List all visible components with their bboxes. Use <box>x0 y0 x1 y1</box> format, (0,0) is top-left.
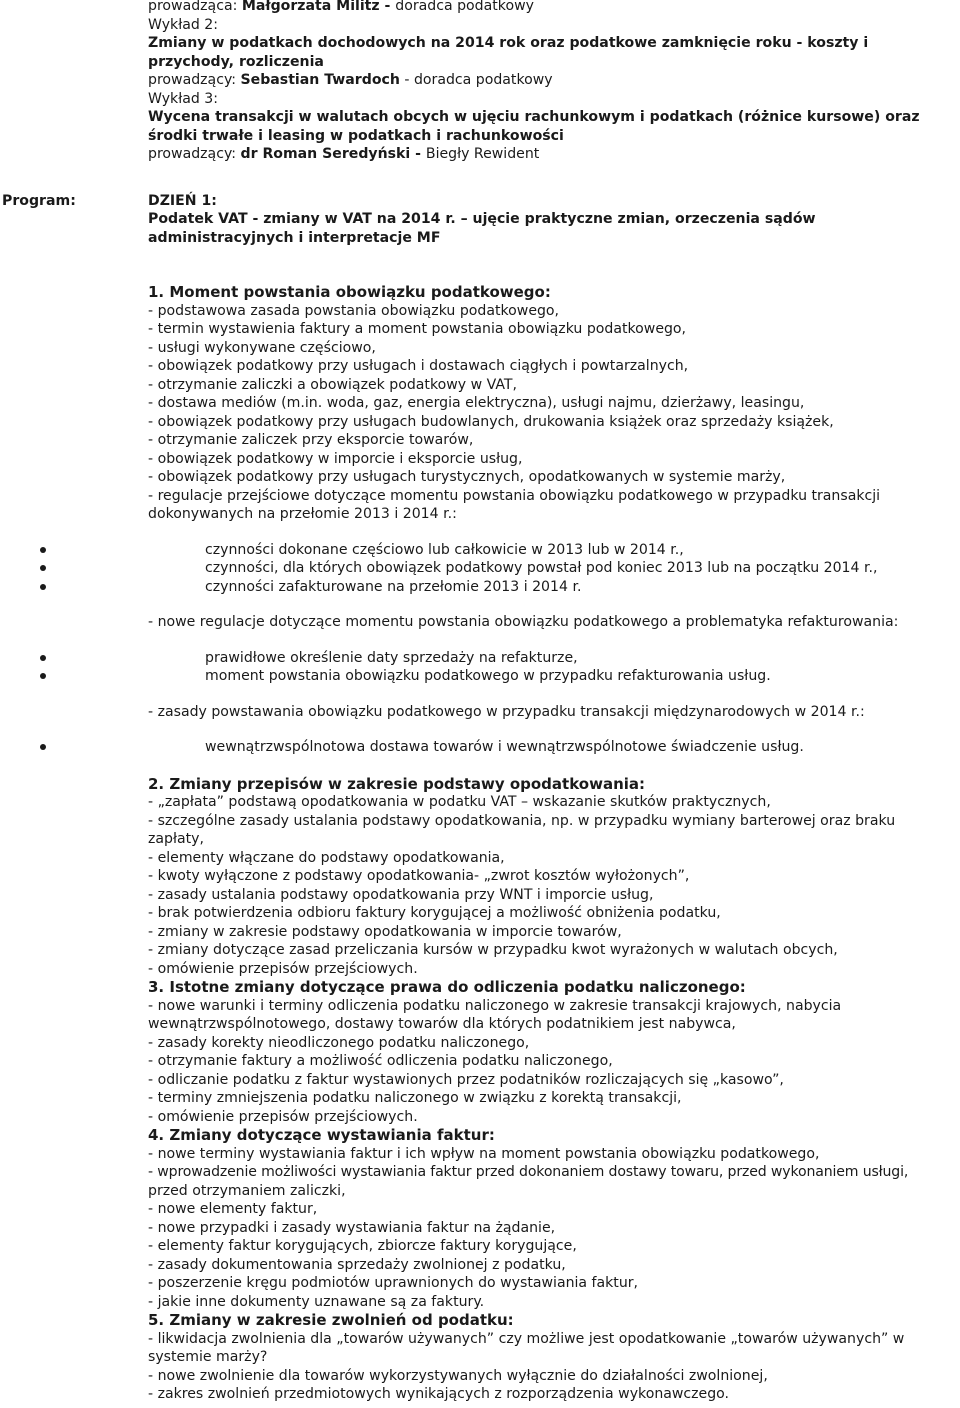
list-item: zapłaty, <box>148 831 204 847</box>
bullet-item: moment powstania obowiązku podatkowego w przypadku refakturowania usług. <box>0 667 958 686</box>
program-label: Program: <box>2 193 76 209</box>
international-line: - zasady powstawania obowiązku podatkowego w przypadku transakcji międzynarodowych w 2014 r.: <box>148 703 865 720</box>
list-item: - dostawa mediów (m.in. woda, gaz, energia elektryczna), usługi najmu, dzierżawy, leasingu, <box>148 395 805 411</box>
bullet-item: czynności, dla których obowiązek podatkowy powstał pod koniec 2013 lub na początku 2014 r., <box>0 559 958 578</box>
refakturowanie-line: - nowe regulacje dotyczące momentu powstania obowiązku podatkowego a problematyka refakturowania: <box>148 614 899 630</box>
section-4-heading: 4. Zmiany dotyczące wystawiania faktur: <box>148 1126 495 1144</box>
list-item: - brak potwierdzenia odbioru faktury korygującej a możliwość obniżenia podatku, <box>148 905 721 921</box>
section-2-heading: 2. Zmiany przepisów w zakresie podstawy opodatkowania: <box>148 774 646 793</box>
list-item: - nowe zwolnienie dla towarów wykorzystywanych wyłącznie do działalności zwolnionej, <box>148 1367 768 1384</box>
list-item: - obowiązek podatkowy przy usługach turystycznych, opodatkowanych w systemie marży, <box>148 469 786 485</box>
bullet-item: czynności zafakturowane na przełomie 2013 i 2014 r. <box>0 578 958 597</box>
lecture-1-lecturer: prowadząca: Małgorzata Militz - doradca podatkowy <box>148 0 534 14</box>
list-item: - elementy faktur korygujących, zbiorcze faktury korygujące, <box>148 1238 577 1254</box>
list-item: - likwidacja zwolnienia dla „towarów używanych” czy możliwe jest opodatkowanie „towarów używanych” w <box>148 1330 905 1347</box>
list-item: - nowe terminy wystawiania faktur i ich wpływ na moment powstania obowiązku podatkowego, <box>148 1145 820 1162</box>
lecture-3-label: Wykład 3: <box>148 90 218 107</box>
list-item: systemie marży? <box>148 1349 268 1365</box>
section-1-lines <box>148 302 958 524</box>
list-item: - nowe przypadki i zasady wystawiania faktur na żądanie, <box>148 1219 556 1236</box>
list-item: - wprowadzenie możliwości wystawiania faktur przed dokonaniem dostawy towaru, przed wykonaniem usługi, <box>148 1164 909 1180</box>
list-item: - odliczanie podatku z faktur wystawionych przez podatników rozliczających się „kasowo”, <box>148 1071 784 1088</box>
list-item: - szczególne zasady ustalania podstawy opodatkowania, np. w przypadku wymiany barterowej oraz braku <box>148 812 896 829</box>
list-item: - otrzymanie zaliczek przy eksporcie towarów, <box>148 432 474 448</box>
section-3-heading: 3. Istotne zmiany dotyczące prawa do odliczenia podatku naliczonego: <box>148 978 746 996</box>
bullet-list-international <box>0 738 958 757</box>
section-5-heading: 5. Zmiany w zakresie zwolnień od podatku: <box>148 1311 514 1329</box>
list-item: - zasady ustalania podstawy opodatkowania przy WNT i imporcie usług, <box>148 886 654 903</box>
list-item: - „zapłata” podstawą opodatkowania w podatku VAT – wskazanie skutków praktycznych, <box>148 794 771 810</box>
list-item: - termin wystawienia faktury a moment powstania obowiązku podatkowego, <box>148 321 687 337</box>
list-item: - usługi wykonywane częściowo, <box>148 339 376 356</box>
day-label: DZIEŃ 1: <box>148 192 217 209</box>
list-item: - elementy włączane do podstawy opodatkowania, <box>148 849 505 866</box>
lecture-2-lecturer: prowadzący: Sebastian Twardoch - doradca podatkowy <box>148 72 553 88</box>
content-column <box>148 0 958 1404</box>
section-5-lines <box>148 1330 958 1404</box>
list-item: - zmiany w zakresie podstawy opodatkowania w imporcie towarów, <box>148 923 622 940</box>
list-item: - zasady korekty nieodliczonego podatku naliczonego, <box>148 1034 530 1051</box>
list-item: - obowiązek podatkowy przy usługach i dostawach ciągłych i powtarzalnych, <box>148 358 689 374</box>
list-item: - podstawowa zasada powstania obowiązku podatkowego, <box>148 302 560 319</box>
lecture-3-title-cont: środki trwałe i leasing w podatkach i rachunkowości <box>148 127 564 144</box>
day-title: Podatek VAT - zmiany w VAT na 2014 r. – ujęcie praktyczne zmian, orzeczenia sądów <box>148 211 816 227</box>
list-item: wewnątrzwspólnotowego, dostawy towarów dla których podatnikiem jest nabywca, <box>148 1016 736 1032</box>
day-title-cont: administracyjnych i interpretacje MF <box>148 229 441 246</box>
lecture-2-label: Wykład 2: <box>148 16 218 33</box>
list-item: - poszerzenie kręgu podmiotów uprawnionych do wystawiania faktur, <box>148 1275 639 1291</box>
lecture-2-title-cont: przychody, rozliczenia <box>148 53 324 70</box>
section-4-lines <box>148 1145 958 1312</box>
section-3-lines <box>148 997 958 1127</box>
list-item: - nowe warunki i terminy odliczenia podatku naliczonego w zakresie transakcji krajowych, nabycia <box>148 997 842 1014</box>
lecture-2-title: Zmiany w podatkach dochodowych na 2014 rok oraz podatkowe zamknięcie roku - koszty i <box>148 35 869 51</box>
list-item: - regulacje przejściowe dotyczące momentu powstania obowiązku podatkowego w przypadku transakcji <box>148 487 881 504</box>
list-item: - nowe elementy faktur, <box>148 1201 318 1217</box>
list-item: - zakres zwolnień przedmiotowych wynikających z rozporządzenia wykonawczego. <box>148 1386 730 1402</box>
list-item: - jakie inne dokumenty uznawane są za faktury. <box>148 1293 485 1310</box>
lecture-3-lecturer: prowadzący: dr Roman Seredyński - Biegły Rewident <box>148 146 540 162</box>
list-item: - otrzymanie zaliczki a obowiązek podatkowy w VAT, <box>148 376 517 393</box>
list-item: dokonywanych na przełomie 2013 i 2014 r.: <box>148 506 457 522</box>
list-item: - zasady dokumentowania sprzedaży zwolnionej z podatku, <box>148 1256 566 1273</box>
list-item: - kwoty wyłączone z podstawy opodatkowania- „zwrot kosztów wyłożonych”, <box>148 868 690 884</box>
list-item: - terminy zmniejszenia podatku naliczonego w związku z korektą transakcji, <box>148 1090 682 1106</box>
lecture-3-title: Wycena transakcji w walutach obcych w ujęciu rachunkowym i podatkach (różnice kursowe) oraz <box>148 109 920 125</box>
list-item: - zmiany dotyczące zasad przeliczania kursów w przypadku kwot wyrażonych w walutach obcych, <box>148 942 838 958</box>
list-item: - otrzymanie faktury a możliwość odliczenia podatku naliczonego, <box>148 1053 613 1069</box>
bullet-list-transitional <box>0 541 958 597</box>
bullet-item: czynności dokonane częściowo lub całkowicie w 2013 lub w 2014 r., <box>0 541 958 560</box>
list-item: przed otrzymaniem zaliczki, <box>148 1182 346 1199</box>
section-1-heading: 1. Moment powstania obowiązku podatkowego: <box>148 283 551 301</box>
bullet-item: wewnątrzwspólnotowa dostawa towarów i wewnątrzwspólnotowe świadczenie usług. <box>0 738 958 757</box>
bullet-item: prawidłowe określenie daty sprzedaży na refakturze, <box>0 649 958 668</box>
list-item: - obowiązek podatkowy przy usługach budowlanych, drukowania książek oraz sprzedaży książek, <box>148 413 834 430</box>
section-2-lines <box>148 793 958 978</box>
list-item: - omówienie przepisów przejściowych. <box>148 960 418 977</box>
list-item: - obowiązek podatkowy w imporcie i eksporcie usług, <box>148 450 523 467</box>
list-item: - omówienie przepisów przejściowych. <box>148 1108 418 1125</box>
bullet-list-refakturowanie <box>0 649 958 686</box>
